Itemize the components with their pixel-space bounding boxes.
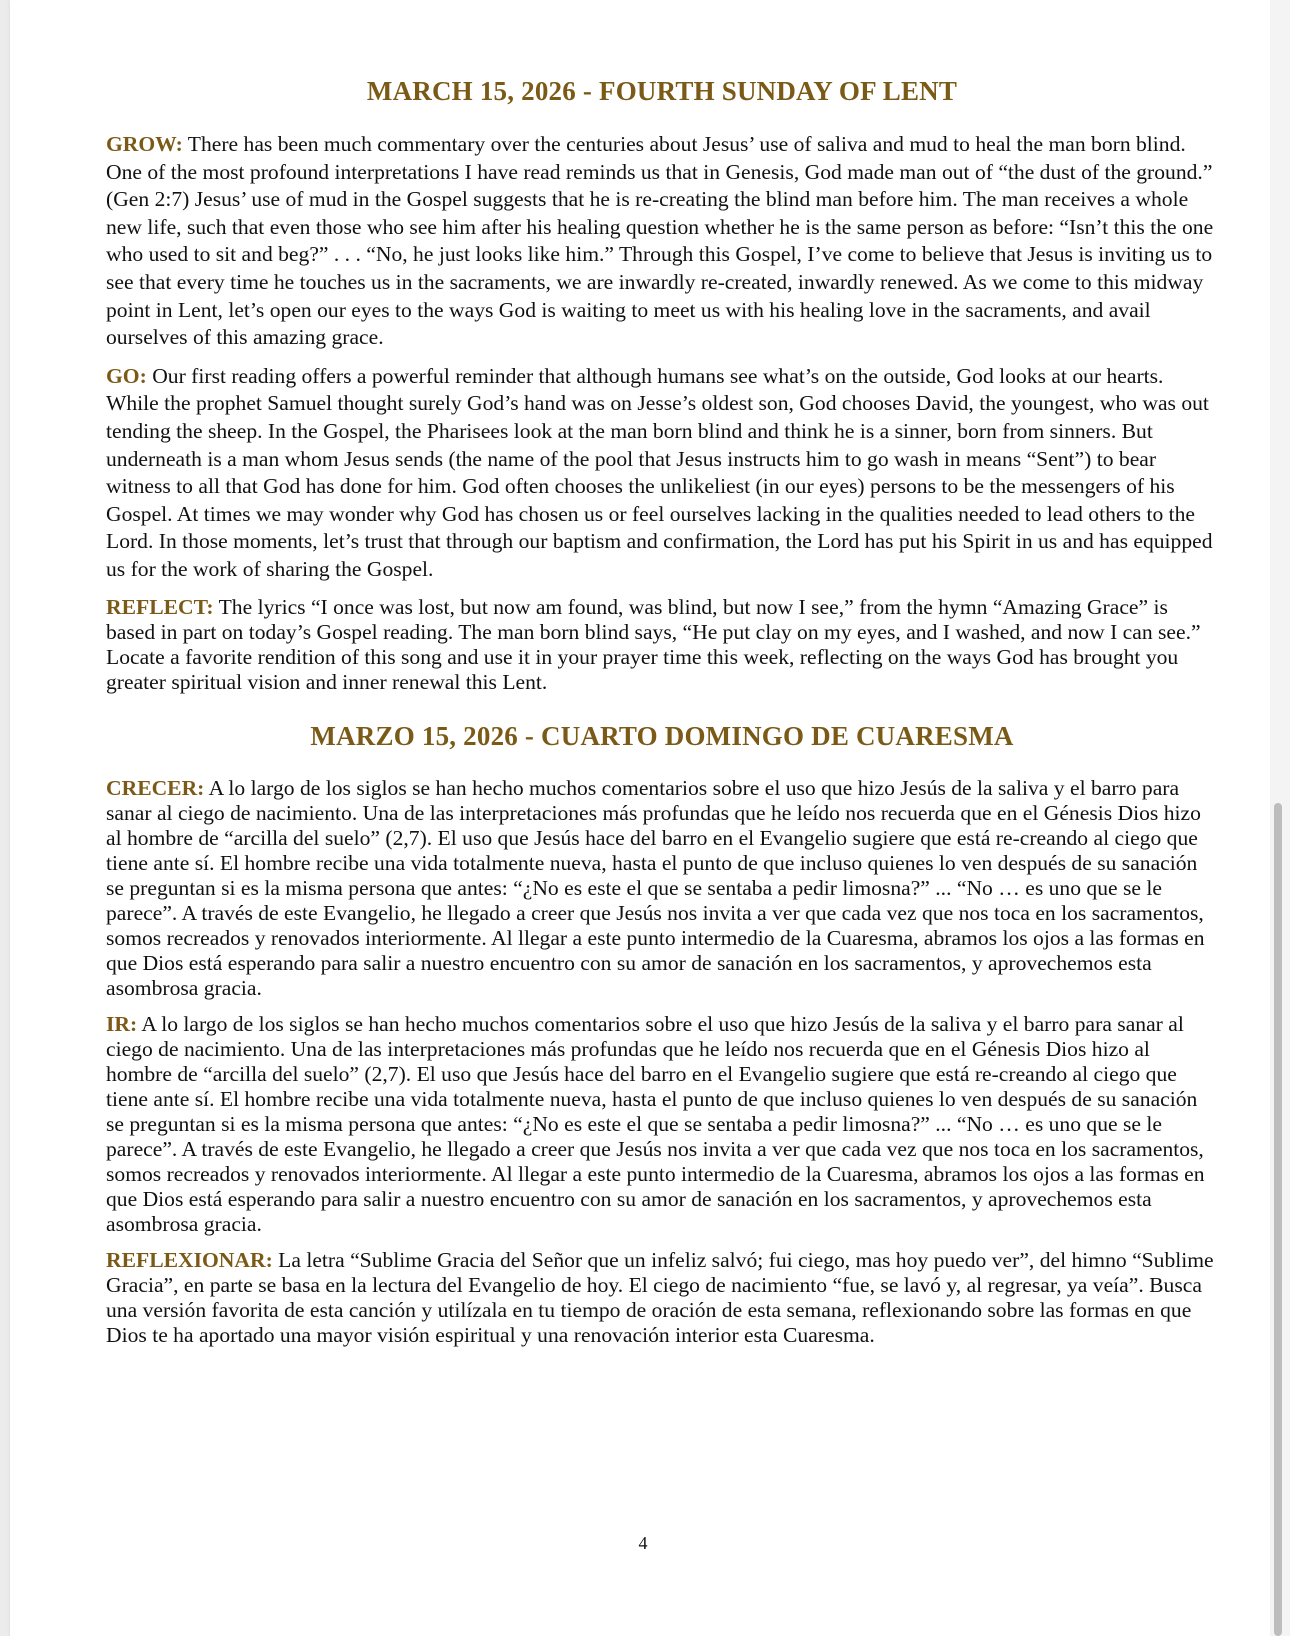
page-content	[106, 76, 1218, 1359]
reflexionar-label: REFLEXIONAR:	[106, 1247, 273, 1272]
crecer-label: CRECER:	[106, 775, 205, 800]
document-page	[10, 0, 1276, 1636]
go-text: Our first reading offers a powerful reminder that although humans see what’s on the outside, God looks at our hearts. While the prophet Samuel thought surely God’s hand was on Jesse’s oldest son, God chooses David, the youngest, who was out tending the sheep. In the Gospel, the Pharisees look at the man born blind and think he is a sinner, born from sinners. But underneath is a man whom Jesus sends (the name of the pool that Jesus instructs him to go wash in means “Sent”) to bear witness to all that God has done for him. God often chooses the unlikeliest (in our eyes) persons to be the messengers of his Gospel. At times we may wonder why God has chosen us or feel ourselves lacking in the qualities needed to lead others to the Lord. In those moments, let’s trust that through our baptism and confirmation, the Lord has put his Spirit in us and has equipped us for the work of sharing the Gospel.	[106, 363, 1213, 581]
page-number: 4	[638, 1533, 648, 1553]
go-paragraph	[106, 363, 1218, 584]
crecer-paragraph	[106, 776, 1218, 1001]
ir-paragraph	[106, 1012, 1218, 1237]
grow-label: GROW:	[106, 132, 183, 156]
ir-label: IR:	[106, 1011, 138, 1036]
grow-paragraph	[106, 131, 1218, 352]
reflect-paragraph	[106, 595, 1218, 695]
crecer-text: A lo largo de los siglos se han hecho muchos comentarios sobre el uso que hizo Jesús de la saliva y el barro para sanar al ciego de nacimiento. Una de las interpretaciones más profundas que he leído nos recuerda que en el Génesis Dios hizo al hombre de “arcilla del suelo” (2,7). El uso que Jesús hace del barro en el Evangelio sugiere que está re-creando al ciego que tiene ante sí. El hombre recibe una vida totalmente nueva, hasta el punto de que incluso quienes lo ven después de su sanación se preguntan si es la misma persona que antes: “¿No es este el que se sentaba a pedir limosna?” ... “No … es uno que se le parece”. A través de este Evangelio, he llegado a creer que Jesús nos invita a ver que cada vez que nos toca en los sacramentos, somos recreados y renovados interiormente. Al llegar a este punto intermedio de la Cuaresma, abramos los ojos a las formas en que Dios está esperando para salir a nuestro encuentro con su amor de sanación en los sacramentos, y aprovechemos esta asombrosa gracia.	[106, 775, 1205, 1000]
go-label: GO:	[106, 363, 147, 388]
scrollbar-thumb[interactable]	[1274, 803, 1282, 1636]
ir-text: A lo largo de los siglos se han hecho muchos comentarios sobre el uso que hizo Jesús de la saliva y el barro para sanar al ciego de nacimiento. Una de las interpretaciones más profundas que he leído nos recuerda que en el Génesis Dios hizo al hombre de “arcilla del suelo” (2,7). El uso que Jesús hace del barro en el Evangelio sugiere que está re-creando al ciego que tiene ante sí. El hombre recibe una vida totalmente nueva, hasta el punto de que incluso quienes lo ven después de su sanación se preguntan si es la misma persona que antes: “¿No es este el que se sentaba a pedir limosna?” ... “No … es uno que se le parece”. A través de este Evangelio, he llegado a creer que Jesús nos invita a ver que cada vez que nos toca en los sacramentos, somos recreados y renovados interiormente. Al llegar a este punto intermedio de la Cuaresma, abramos los ojos a las formas en que Dios está esperando para salir a nuestro encuentro con su amor de sanación en los sacramentos, y aprovechemos esta asombrosa gracia.	[106, 1011, 1205, 1236]
reflexionar-paragraph	[106, 1248, 1218, 1348]
english-title: MARCH 15, 2026 - FOURTH SUNDAY OF LENT	[366, 76, 958, 106]
reflect-label: REFLECT:	[106, 594, 214, 619]
reflect-text: The lyrics “I once was lost, but now am found, was blind, but now I see,” from the hymn “Amazing Grace” is based in part on today’s Gospel reading. The man born blind says, “He put clay on my eyes, and I washed, and now I can see.” Locate a favorite rendition of this song and use it in your prayer time this week, reflecting on the ways God has brought you greater spiritual vision and inner renewal this Lent.	[106, 594, 1201, 694]
grow-text: There has been much commentary over the centuries about Jesus’ use of saliva and mud to heal the man born blind. One of the most profound interpretations I have read reminds us that in Genesis, God made man out of “the dust of the ground.” (Gen 2:7) Jesus’ use of mud in the Gospel suggests that he is re-creating the blind man before him. The man receives a whole new life, such that even those who see him after his healing question whether he is the same person as before: “Isn’t this the one who used to sit and beg?” . . . “No, he just looks like him.” Through this Gospel, I’ve come to believe that Jesus is inviting us to see that every time he touches us in the sacraments, we are inwardly re-created, inwardly renewed. As we come to this midway point in Lent, let’s open our eyes to the ways God is waiting to meet us with his healing love in the sacraments, and avail ourselves of this amazing grace.	[106, 132, 1214, 350]
spanish-title: MARZO 15, 2026 - CUARTO DOMINGO DE CUARESMA	[310, 720, 1014, 751]
reflexionar-text: La letra “Sublime Gracia del Señor que un infeliz salvó; fui ciego, mas hoy puedo ver”, del himno “Sublime Gracia”, en parte se basa en la lectura del Evangelio de hoy. El ciego de nacimiento “fue, se lavó y, al regresar, ya veía”. Busca una versión favorita de esta canción y utilízala en tu tiempo de oración de esta semana, reflexionando sobre las formas en que Dios te ha aportado una mayor visión espiritual y una renovación interior esta Cuaresma.	[106, 1247, 1214, 1347]
